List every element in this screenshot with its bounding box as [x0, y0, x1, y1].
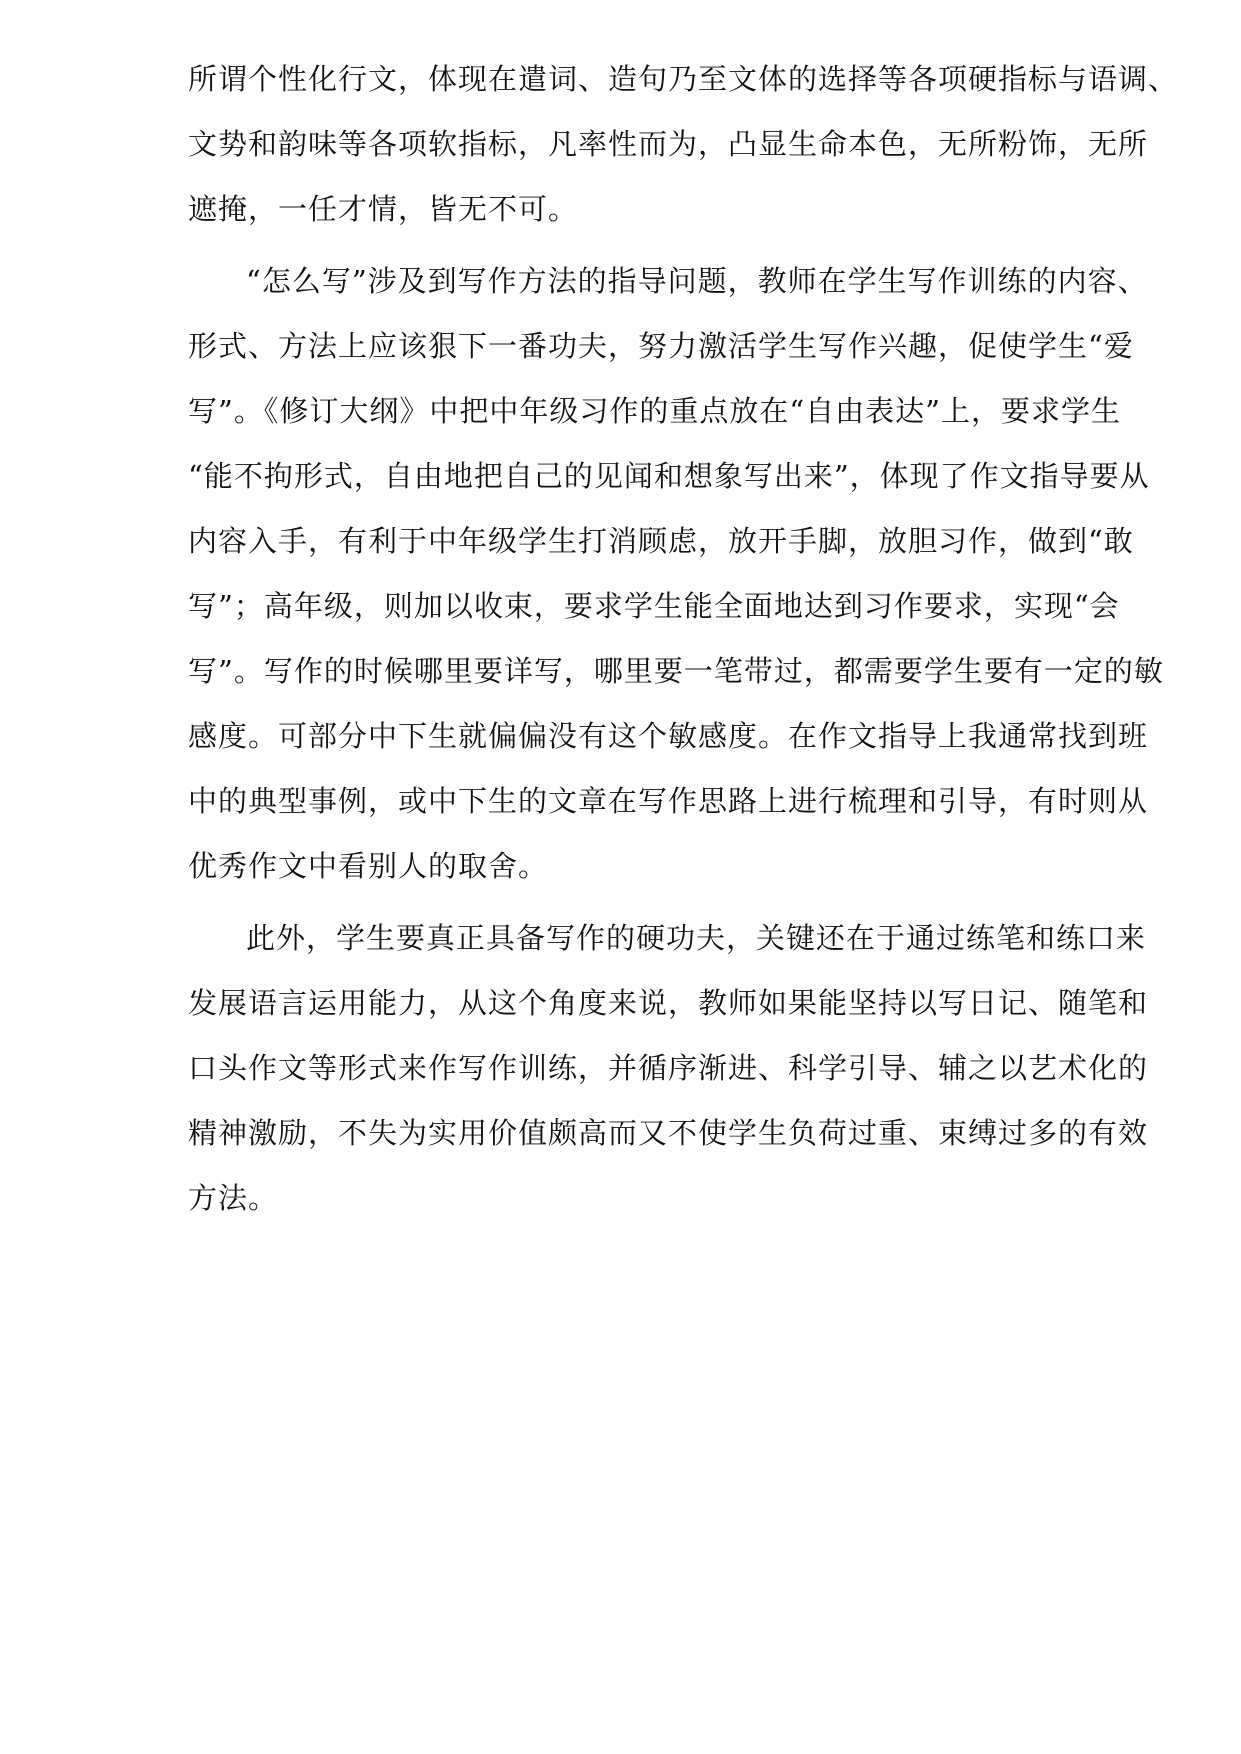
paragraph-line: 口头作文等形式来作写作训练，并循序渐进、科学引导、辅之以艺术化的	[188, 1051, 1149, 1085]
paragraph-1	[188, 47, 1179, 242]
paragraph-line: 中的典型事例，或中下生的文章在写作思路上进行梳理和引导，有时则从	[188, 784, 1149, 818]
paragraph-2	[188, 249, 1164, 899]
paragraph-line: 写”；高年级，则加以收束，要求学生能全面地达到习作要求，实现“会	[188, 589, 1120, 623]
document-body	[188, 47, 1179, 1231]
paragraph-3	[188, 906, 1149, 1231]
paragraph-line: 写”。写作的时候哪里要详写，哪里要一笔带过，都需要学生要有一定的敏	[188, 654, 1164, 688]
paragraph-line: 感度。可部分中下生就偏偏没有这个敏感度。在作文指导上我通常找到班	[188, 719, 1149, 753]
paragraph-line: “能不拘形式，自由地把自己的见闻和想象写出来”，体现了作文指导要从	[188, 459, 1150, 493]
paragraph-line: 精神激励，不失为实用价值颇高而又不使学生负荷过重、束缚过多的有效	[188, 1116, 1149, 1150]
paragraph-line: 此外，学生要真正具备写作的硬功夫，关键还在于通过练笔和练口来	[246, 921, 1147, 955]
paragraph-line: 形式、方法上应该狠下一番功夫，努力激活学生写作兴趣，促使学生“爱	[188, 329, 1134, 363]
paragraph-line: 优秀作文中看别人的取舍。	[188, 849, 549, 883]
paragraph-line: 发展语言运用能力，从这个角度来说，教师如果能坚持以写日记、随笔和	[188, 986, 1149, 1020]
paragraph-line: 方法。	[188, 1181, 279, 1215]
paragraph-line: 文势和韵味等各项软指标，凡率性而为，凸显生命本色，无所粉饰，无所	[188, 127, 1149, 161]
paragraph-line: 内容入手，有利于中年级学生打消顾虑，放开手脚，放胆习作，做到“敢	[188, 524, 1134, 558]
paragraph-line: 所谓个性化行文，体现在遣词、造句乃至文体的选择等各项硬指标与语调、	[188, 62, 1179, 96]
paragraph-line: 写”。《修订大纲》中把中年级习作的重点放在“自由表达”上，要求学生	[188, 394, 1121, 428]
paragraph-line: “怎么写”涉及到写作方法的指导问题，教师在学生写作训练的内容、	[246, 264, 1148, 298]
paragraph-line: 遮掩，一任才情，皆无不可。	[188, 192, 579, 226]
